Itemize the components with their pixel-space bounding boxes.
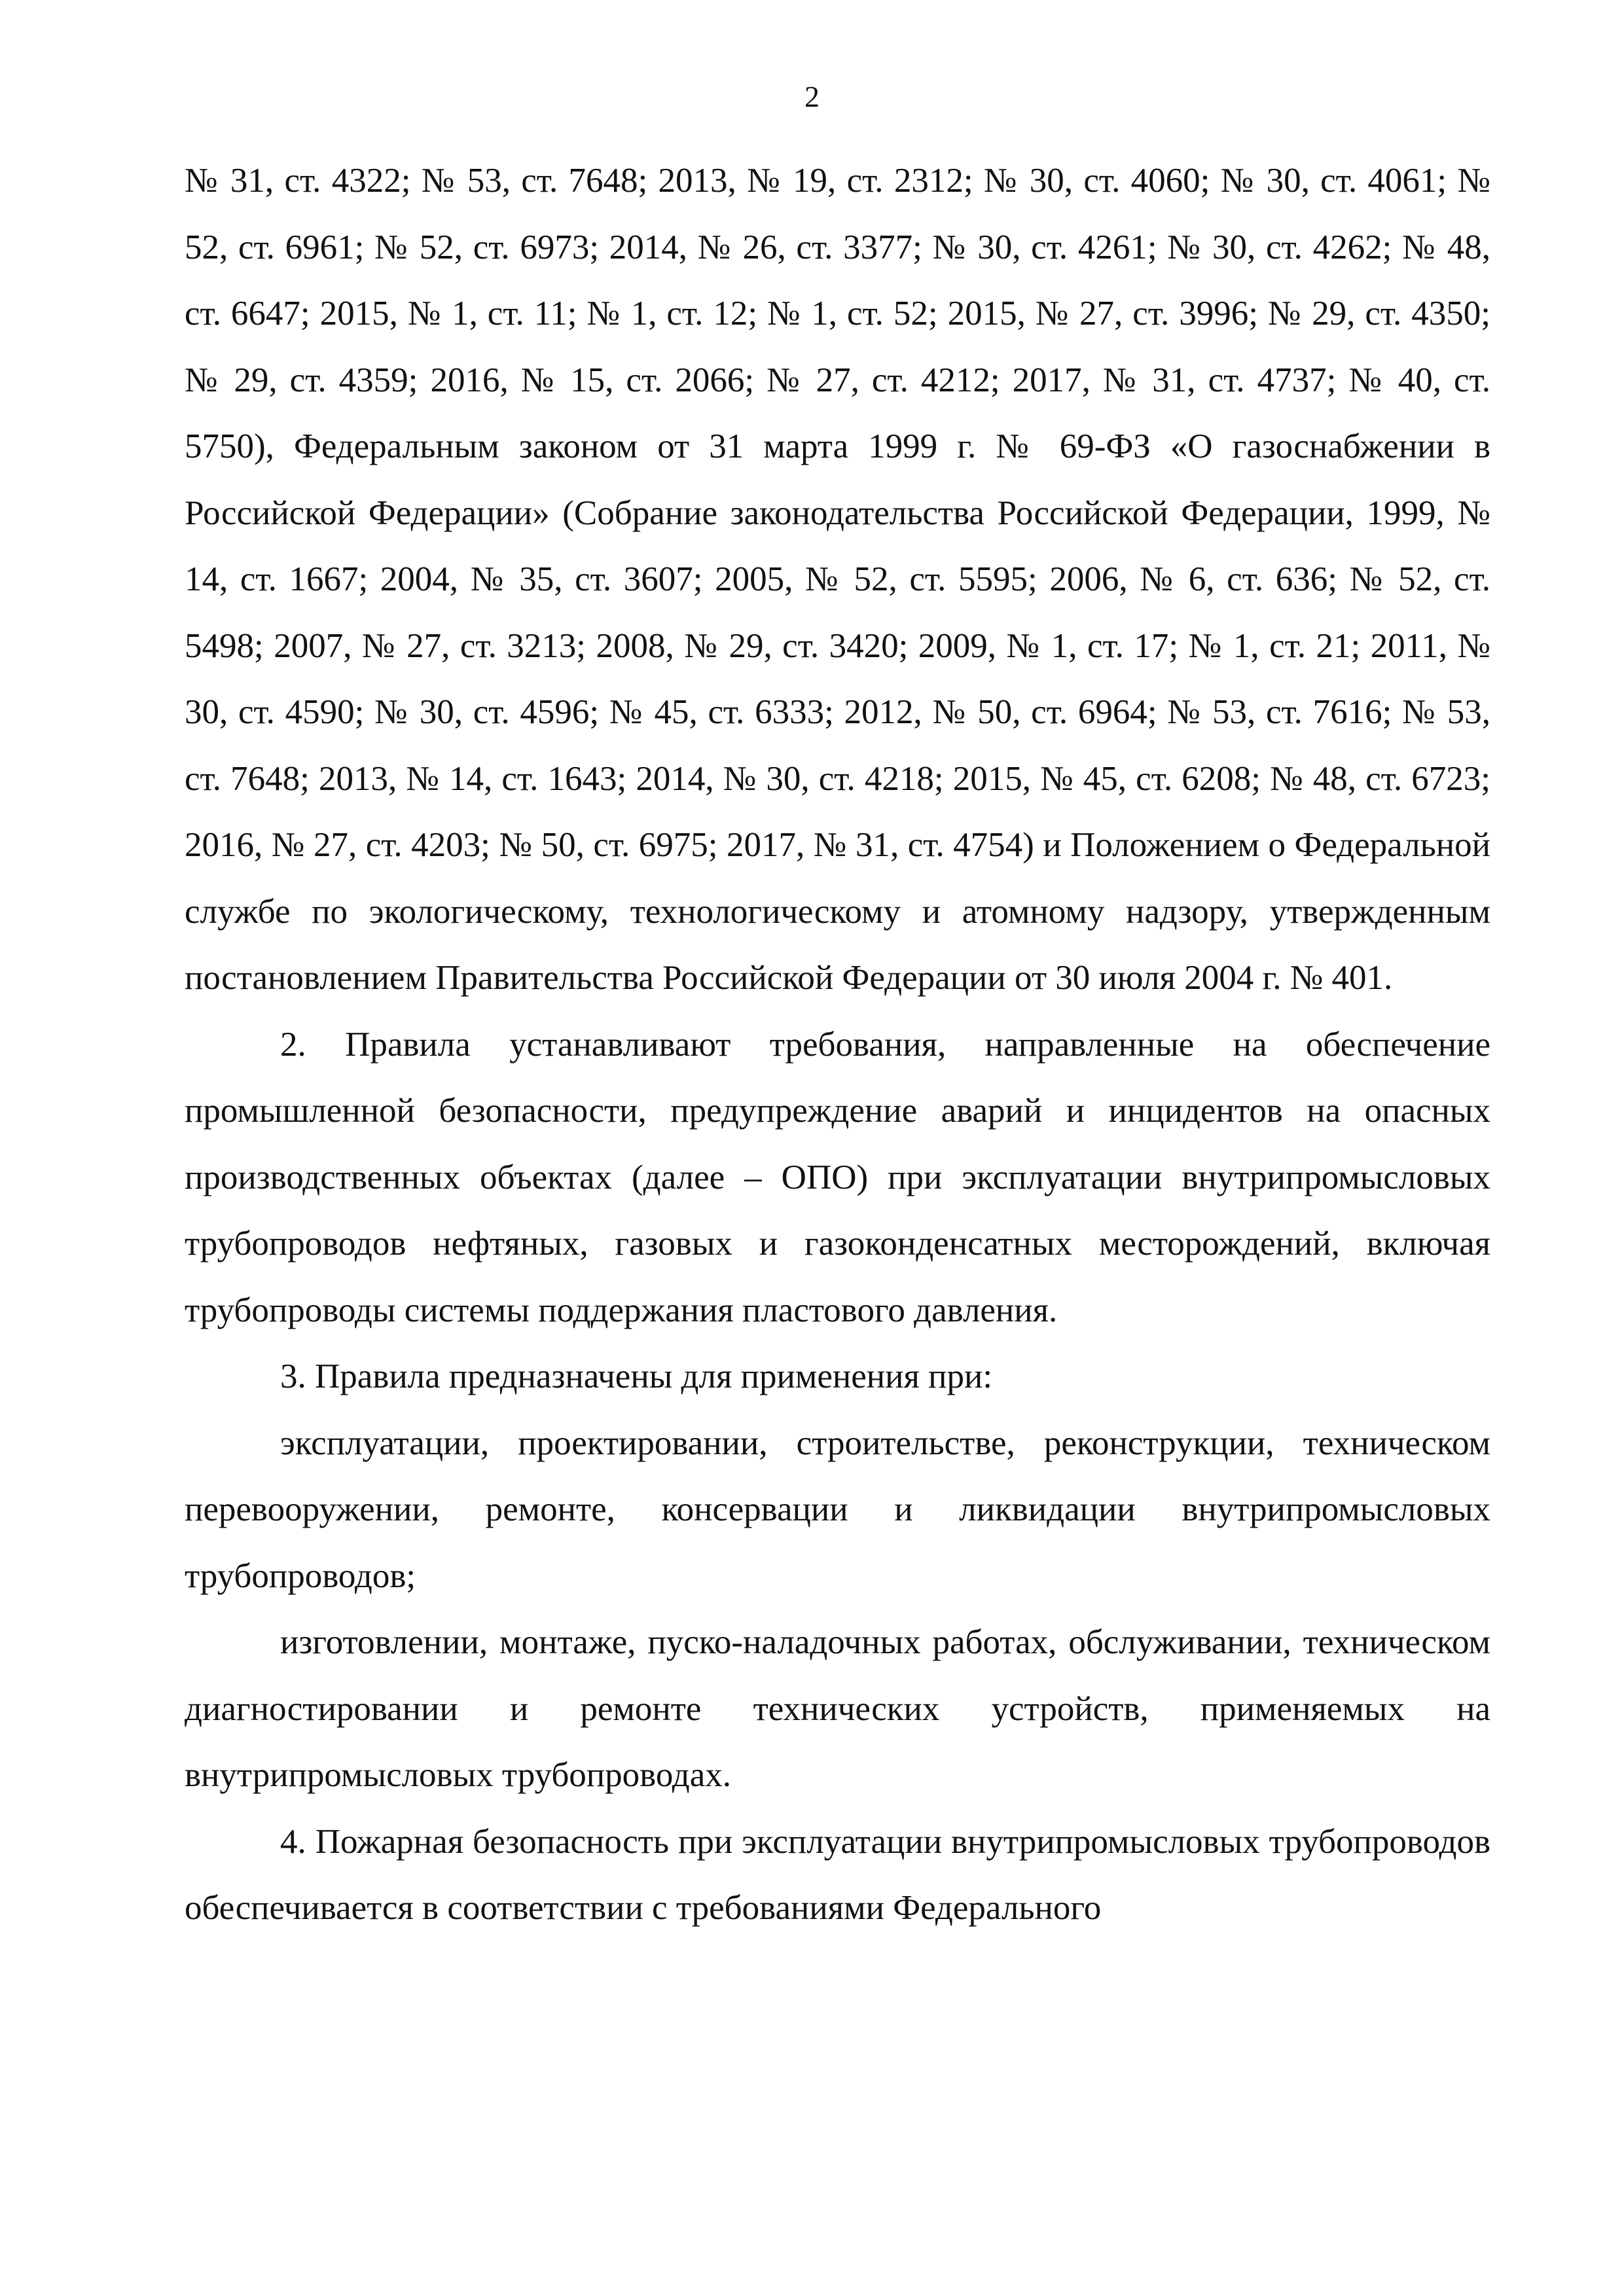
paragraph-item-2: 2. Правила устанавливают требования, направленные на обеспечение промышленной безопасности, предупреждение аварий и инцидентов на опасных производственных объектах (далее – ОПО) при эксплуатации внутрипромысловых трубопроводов нефтяных, газовых и газоконденсатных месторождений, включая трубопроводы системы поддержания пластового давления.	[185, 1025, 1490, 1329]
paragraph-legal-references: № 31, ст. 4322; № 53, ст. 7648; 2013, № 19, ст. 2312; № 30, ст. 4060; № 30, ст. 4061; № 52, ст. 6961; № 52, ст. 6973; 2014, № 26, ст. 3377; № 30, ст. 4261; № 30, ст. 4262; № 48, ст. 6647; 2015, № 1, ст. 11; № 1, ст. 12; № 1, ст. 52; 2015, № 27, ст. 3996; № 29, ст. 4350; № 29, ст. 4359; 2016, № 15, ст. 2066; № 27, ст. 4212; 2017, № 31, ст. 4737; № 40, ст. 5750), Федеральным законом от 31 марта 1999 г. № 69-ФЗ «О газоснабжении в Российской Федерации» (Собрание законодательства Российской Федерации, 1999, № 14, ст. 1667; 2004, № 35, ст. 3607; 2005, № 52, ст. 5595; 2006, № 6, ст. 636; № 52, ст. 5498; 2007, № 27, ст. 3213; 2008, № 29, ст. 3420; 2009, № 1, ст. 17; № 1, ст. 21; 2011, № 30, ст. 4590; № 30, ст. 4596; № 45, ст. 6333; 2012, № 50, ст. 6964; № 53, ст. 7616; № 53, ст. 7648; 2013, № 14, ст. 1643; 2014, № 30, ст. 4218; 2015, № 45, ст. 6208; № 48, ст. 6723; 2016, № 27, ст. 4203; № 50, ст. 6975; 2017, № 31, ст. 4754) и Положением о Федеральной службе по экологическому, технологическому и атомному надзору, утвержденным постановлением Правительства Российской Федерации от 30 июля 2004 г. № 401.	[185, 162, 1490, 997]
page-number: 2	[804, 80, 820, 113]
document-body	[185, 148, 1490, 1942]
paragraph-item-4: 4. Пожарная безопасность при эксплуатации внутрипромысловых трубопроводов обеспечивается в соответствии с требованиями Федерального	[185, 1822, 1490, 1927]
paragraph-item-3-list-2: изготовлении, монтаже, пуско-наладочных работах, обслуживании, техническом диагностировании и ремонте технических устройств, применяемых на внутрипромысловых трубопроводах.	[185, 1623, 1490, 1794]
paragraph-item-3: 3. Правила предназначены для применения при:	[280, 1357, 993, 1395]
paragraph-item-3-list-1: эксплуатации, проектировании, строительстве, реконструкции, техническом перевооружении, ремонте, консервации и ликвидации внутрипромысловых трубопроводов;	[185, 1424, 1490, 1595]
